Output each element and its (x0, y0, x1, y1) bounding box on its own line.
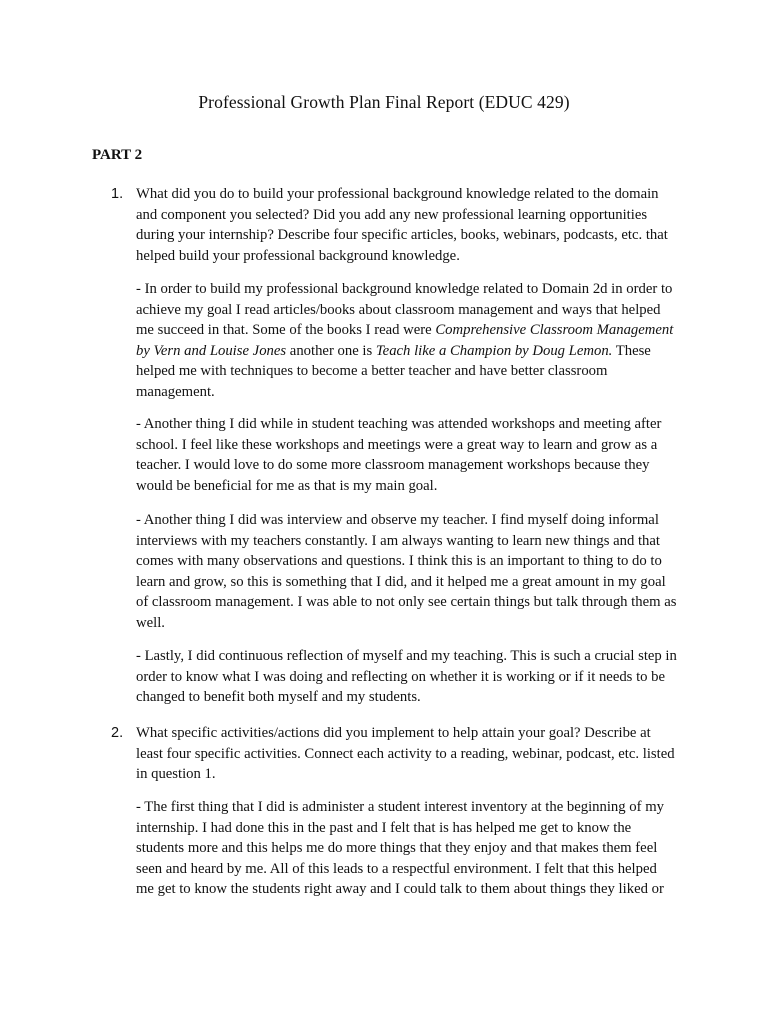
question-prompt: What specific activities/actions did you implement to help attain your goal? Describe at least four specific activities. Connect each activity to a reading, webinar, podcast, etc. listed in question 1. (136, 725, 675, 783)
answer-text: These helped me with techniques to become a better teacher and have better classroom management. (136, 342, 651, 400)
answer-paragraph: - The first thing that I did is administer a student interest inventory at the beginning of my internship. I had done this in the past and I felt that is has helped me get to know the students more and this helps me do more things that they enjoy and that makes them feel seen and heard by me. All of this leads to a respectful environment. I felt that this helped me get to know the students right away and I could talk to them about things they liked or (136, 799, 664, 898)
page-title: Professional Growth Plan Final Report (EDUC 429) (198, 92, 570, 112)
book-title: Teach like a Champion by Doug Lemon. (375, 342, 613, 359)
answer-paragraph (136, 279, 678, 403)
answer-text: another one is (286, 342, 376, 359)
answer-paragraph: - Lastly, I did continuous reflection of myself and my teaching. This is such a crucial step in order to know what I was doing and reflecting on whether it is working or if it needs to be changed to benefit both myself and my students. (136, 648, 677, 706)
question-number: 2. (111, 725, 124, 741)
part-heading: PART 2 (92, 147, 143, 163)
answer-paragraph: - Another thing I did was interview and observe my teacher. I find myself doing informal interviews with my teachers constantly. I am always wanting to learn new things and that comes with many observations and questions. I think this is an important to thing to do to learn and grow, so this is something that I did, and it helped me a great amount in my goal of classroom management. I was able to not only see certain things but talk through them as well. (136, 512, 677, 631)
answer-text: - In order to build my professional background knowledge related to Domain 2d in order to achieve my goal I read articles/books about classroom management and ways that helped me succeed in that. Some of the books I read were (136, 281, 673, 339)
question-number: 1. (111, 186, 124, 202)
answer-paragraph: - Another thing I did while in student teaching was attended workshops and meeting after school. I feel like these workshops and meetings were a great way to learn and grow as a teacher. I would love to do some more classroom management workshops because they would be beneficial for me as that is my main goal. (136, 416, 662, 494)
book-title: Comprehensive Classroom Management by Vern and Louise Jones (136, 322, 674, 359)
question-prompt: What did you do to build your professional background knowledge related to the domain and component you selected? Did you add any new professional learning opportunities during your internship? Describe four specific articles, books, webinars, podcasts, etc. that helped build your professional background knowledge. (136, 186, 668, 264)
